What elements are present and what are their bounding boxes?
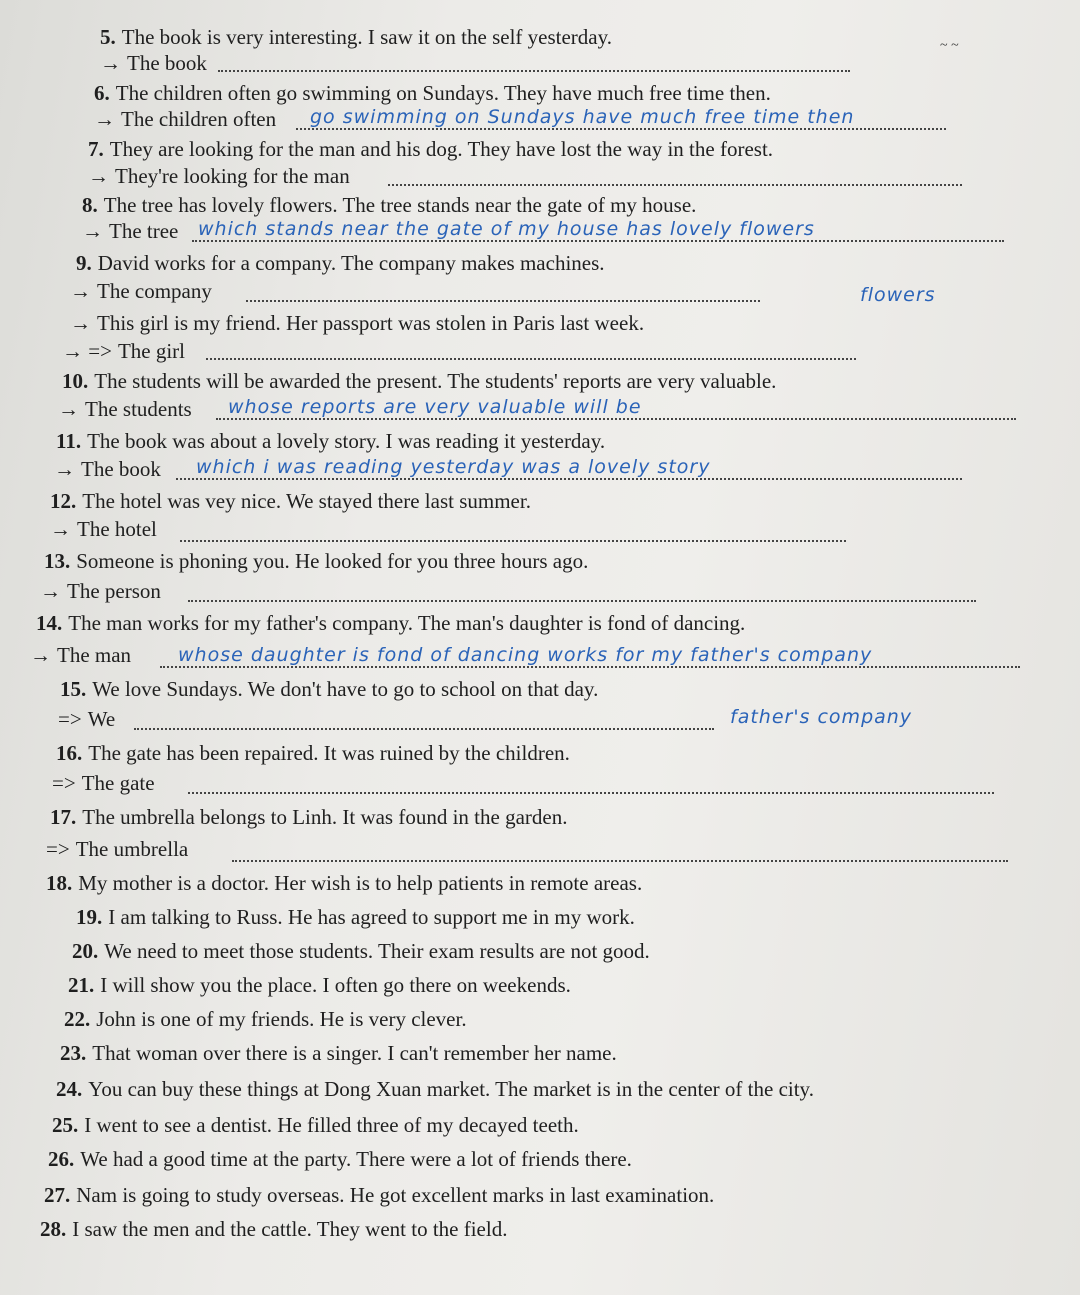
answer-dots (188, 598, 976, 602)
exercise-14-sentence: 14. The man works for my father's company. The man's daughter is fond of dancing. (36, 611, 746, 635)
exercise-15-sentence: 15. We love Sundays. We don't have to go to school on that day. (60, 677, 599, 701)
exercise-10-sentence: 10. The students will be awarded the present. The students' reports are very valuable. (62, 369, 777, 393)
exercise-12-answer-line: → The hotel (50, 517, 157, 541)
answer-dots (134, 726, 714, 730)
exercise-18-sentence: 18. My mother is a doctor. Her wish is to help patients in remote areas. (46, 871, 643, 895)
exercise-24-sentence: 24. You can buy these things at Dong Xuan market. The market is in the center of the city. (56, 1077, 814, 1101)
exercise-5-sentence: 5. The book is very interesting. I saw it on the self yesterday. (100, 25, 613, 49)
exercise-9-answer-line: → The company (70, 279, 212, 303)
handwritten-answer-8-overflow: flowers (860, 284, 936, 306)
exercise-11-sentence: 11. The book was about a lovely story. I was reading it yesterday. (56, 429, 606, 453)
exercise-28-sentence: 28. I saw the men and the cattle. They went to the field. (40, 1217, 508, 1241)
answer-dots (180, 538, 846, 542)
exercise-6-sentence: 6. The children often go swimming on Sundays. They have much free time then. (94, 81, 771, 105)
answer-dots (232, 858, 1008, 862)
answer-dots (218, 68, 850, 72)
exercise-23-sentence: 23. That woman over there is a singer. I can't remember her name. (60, 1041, 617, 1065)
handwritten-answer-6: go swimming on Sundays have much free time then (310, 106, 855, 128)
exercise-21-sentence: 21. I will show you the place. I often go there on weekends. (68, 973, 571, 997)
exercise-12-sentence: 12. The hotel was vey nice. We stayed there last summer. (50, 489, 531, 513)
exercise-15-answer-line: => We (58, 707, 116, 731)
answer-dots (388, 182, 962, 186)
exercise-7-sentence: 7. They are looking for the man and his dog. They have lost the way in the forest. (88, 137, 774, 161)
exercise-17-sentence: 17. The umbrella belongs to Linh. It was found in the garden. (50, 805, 568, 829)
exercise-19-sentence: 19. I am talking to Russ. He has agreed to support me in my work. (76, 905, 635, 929)
exercise-26-sentence: 26. We had a good time at the party. There were a lot of friends there. (48, 1147, 632, 1171)
handwritten-answer-14: whose daughter is fond of dancing works for my father's company (178, 644, 873, 666)
answer-dots (246, 298, 760, 302)
exercise-9b-answer-line: → => The girl (62, 339, 185, 363)
exercise-8-answer-line: → The tree (82, 219, 179, 243)
exercise-16-sentence: 16. The gate has been repaired. It was ruined by the children. (56, 741, 570, 765)
answer-dots (206, 356, 856, 360)
exercise-22-sentence: 22. John is one of my friends. He is very clever. (64, 1007, 467, 1031)
exercise-13-sentence: 13. Someone is phoning you. He looked for you three hours ago. (44, 549, 589, 573)
exercise-16-answer-line: => The gate (52, 771, 155, 795)
exercise-14-answer-line: → The man (30, 643, 132, 667)
exercise-13-answer-line: → The person (40, 579, 161, 603)
exercise-8-sentence: 8. The tree has lovely flowers. The tree stands near the gate of my house. (82, 193, 697, 217)
exercise-7-answer-line: → They're looking for the man (88, 164, 350, 188)
exercise-6-answer-line: → The children often (94, 107, 277, 131)
exercise-5-answer-line: → The book (100, 51, 207, 75)
exercise-10-answer-line: → The students (58, 397, 192, 421)
exercise-27-sentence: 27. Nam is going to study overseas. He got excellent marks in last examination. (44, 1183, 715, 1207)
handwritten-answer-14-overflow: father's company (730, 706, 913, 728)
corner-mark: ~ ~ (940, 38, 959, 53)
exercise-9-sentence: 9. David works for a company. The company makes machines. (76, 251, 605, 275)
exercise-25-sentence: 25. I went to see a dentist. He filled three of my decayed teeth. (52, 1113, 579, 1137)
exercise-9b-sentence: → This girl is my friend. Her passport was stolen in Paris last week. (70, 311, 645, 335)
exercise-17-answer-line: => The umbrella (46, 837, 189, 861)
handwritten-answer-11: which i was reading yesterday was a lovely story (196, 456, 711, 478)
exercise-20-sentence: 20. We need to meet those students. Their exam results are not good. (72, 939, 650, 963)
handwritten-answer-10: whose reports are very valuable will be (228, 396, 642, 418)
exercise-11-answer-line: → The book (54, 457, 161, 481)
handwritten-answer-8: which stands near the gate of my house has lovely flowers (198, 218, 815, 240)
answer-dots (188, 790, 994, 794)
